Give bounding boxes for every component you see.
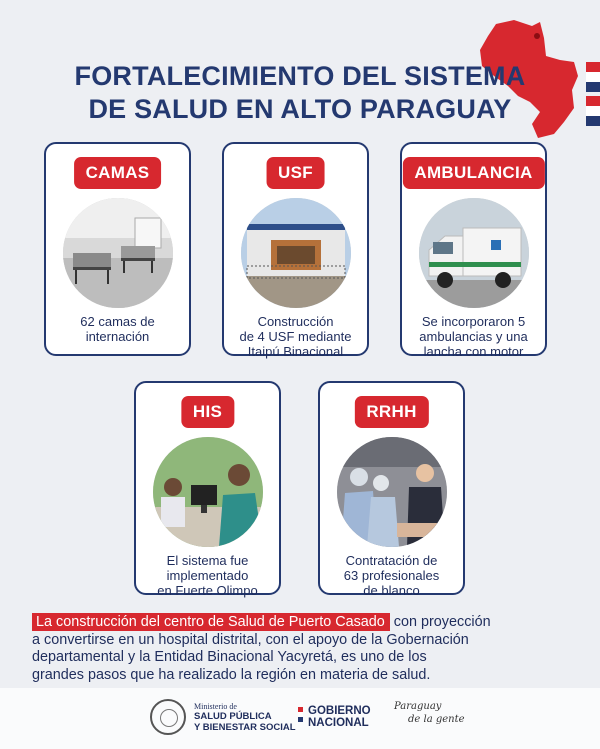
card-caption <box>142 553 273 598</box>
flag-icon <box>298 707 303 722</box>
caption-line: implementado <box>166 568 249 583</box>
caption-line: 62 camas de <box>80 314 155 329</box>
card-camas <box>44 142 191 356</box>
card-badge: USF <box>266 157 325 189</box>
ministry-logo <box>194 702 296 733</box>
card-badge: AMBULANCIA <box>402 157 544 189</box>
caption-line: lancha con motor <box>423 344 524 359</box>
footer <box>0 688 600 749</box>
card-badge: RRHH <box>354 396 428 428</box>
caption-line: de blanco <box>363 583 420 598</box>
caption-line: Contratación de <box>345 553 438 568</box>
paragraph-line: grandes pasos que ha realizado la región en materia de salud. <box>32 666 431 683</box>
slogan-line: Paraguay <box>394 701 442 712</box>
caption-line: de 4 USF mediante <box>239 329 352 344</box>
slogan-logo <box>394 700 465 726</box>
card-badge: HIS <box>181 396 234 428</box>
caption-line: Itaipú Binacional <box>247 344 344 359</box>
paragraph-line: a convertirse en un hospital distrital, con el apoyo de la Gobernación <box>32 631 469 648</box>
medical-staff-photo <box>337 437 447 547</box>
card-caption <box>230 314 361 359</box>
page-title <box>0 60 600 126</box>
card-his <box>134 381 281 598</box>
caption-line: 63 profesionales <box>343 568 440 583</box>
health-unit-building-photo <box>241 198 351 308</box>
card-usf <box>222 142 369 359</box>
caption-line: Se incorporaron 5 <box>421 314 526 329</box>
caption-line: El sistema fue <box>166 553 249 568</box>
ministry-small-text: Ministerio de <box>194 702 237 711</box>
ministry-seal-icon <box>150 699 186 735</box>
card-caption <box>52 314 183 344</box>
paragraph-line: departamental y la Entidad Binacional Yacyretá, es uno de los <box>32 649 427 665</box>
hospital-beds-photo <box>63 198 173 308</box>
card-caption <box>326 553 457 598</box>
ministry-name-line: Y BIENESTAR SOCIAL <box>194 722 296 733</box>
card-caption <box>408 314 539 359</box>
caption-line: ambulancias y una <box>419 329 528 344</box>
slogan-line: de la gente <box>408 714 465 725</box>
caption-line: en Fuerte Olimpo <box>157 583 258 598</box>
government-line: GOBIERNO <box>308 705 371 717</box>
card-ambulancia <box>400 142 547 359</box>
title-line-2: DE SALUD EN ALTO PARAGUAY <box>88 94 512 124</box>
ministry-name-line: SALUD PÚBLICA <box>194 711 272 722</box>
caption-line: internación <box>85 329 150 344</box>
title-line-1: FORTALECIMIENTO DEL SISTEMA <box>74 61 526 91</box>
caption-line: Construcción <box>257 314 334 329</box>
highlight-text: La construcción del centro de Salud de Puerto Casado <box>32 613 390 631</box>
card-rrhh <box>318 381 465 598</box>
government-logo <box>308 705 371 729</box>
computer-system-photo <box>153 437 263 547</box>
paragraph-text: con proyección <box>389 614 491 630</box>
card-badge: CAMAS <box>74 157 162 189</box>
government-line: NACIONAL <box>308 717 369 729</box>
summary-paragraph <box>32 614 582 684</box>
ambulance-photo <box>419 198 529 308</box>
